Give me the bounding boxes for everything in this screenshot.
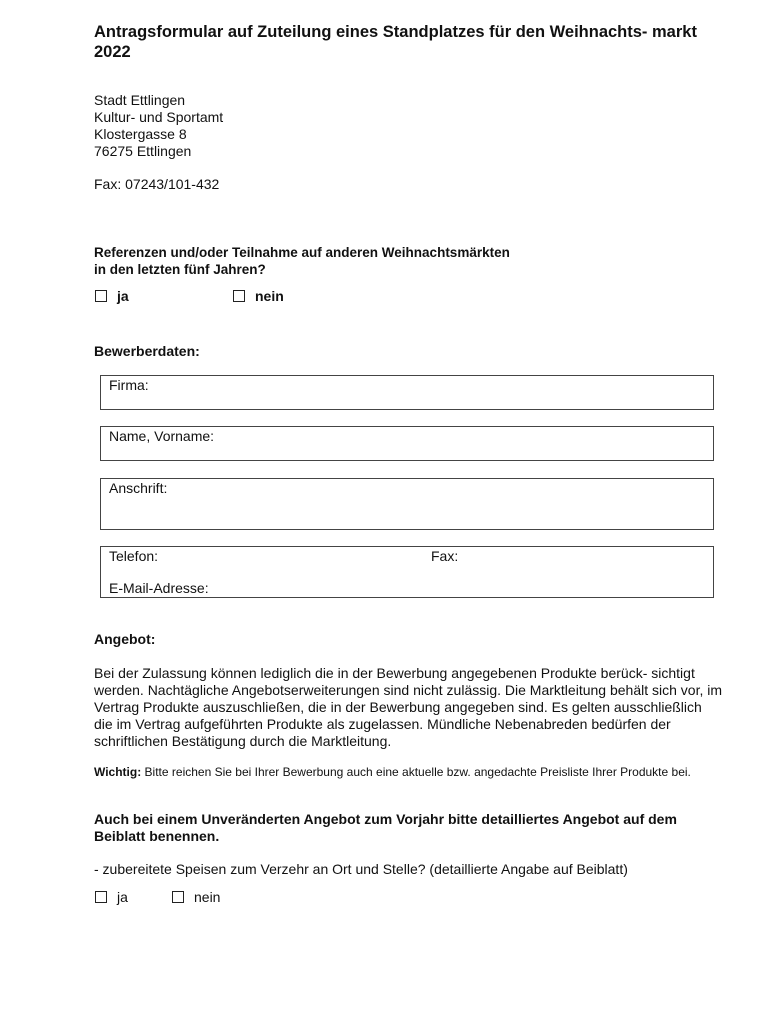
references-yes-option[interactable] — [95, 288, 129, 304]
important-note — [94, 765, 724, 780]
unchanged-offer-note: Auch bei einem Unveränderten Angebot zum Vorjahr bitte detailliertes Angebot auf dem Beiblatt benennen. — [94, 811, 677, 844]
offer-heading: Angebot: — [94, 631, 156, 647]
references-question-line: Referenzen und/oder Teilnahme auf anderen Weihnachtsmärkten — [94, 245, 510, 260]
checkbox-icon[interactable] — [95, 891, 107, 903]
company-field[interactable] — [100, 375, 714, 410]
name-field[interactable] — [100, 426, 714, 461]
address-line: Kultur- und Sportamt — [94, 109, 224, 125]
address-line: 76275 Ettlingen — [94, 143, 192, 159]
references-question — [94, 244, 510, 278]
form-title: Antragsformular auf Zuteilung eines Standplatzes für den Weihnachts- markt 2022 — [94, 23, 697, 61]
phone-label: Telefon: — [109, 548, 159, 564]
important-text: Bitte reichen Sie bei Ihrer Bewerbung auch eine aktuelle bzw. angedachte Preisliste Ihrer Produkte bei. — [141, 765, 691, 779]
references-question-line: in den letzten fünf Jahren? — [94, 262, 266, 277]
contact-field[interactable] — [100, 546, 714, 598]
recipient-address — [94, 92, 223, 160]
address-field[interactable] — [100, 478, 714, 530]
address-label: Anschrift: — [109, 480, 168, 496]
important-label: Wichtig: — [94, 765, 142, 779]
references-yes-label: ja — [117, 288, 129, 304]
applicant-heading: Bewerberdaten: — [94, 343, 200, 359]
food-yes-option[interactable] — [95, 889, 128, 905]
name-label: Name, Vorname: — [109, 428, 215, 444]
address-line: Klostergasse 8 — [94, 126, 187, 142]
checkbox-icon[interactable] — [172, 891, 184, 903]
email-label: E-Mail-Adresse: — [109, 580, 209, 596]
recipient-fax: Fax: 07243/101-432 — [94, 176, 220, 192]
food-yes-label: ja — [117, 889, 128, 905]
company-label: Firma: — [109, 377, 149, 393]
references-no-option[interactable] — [233, 288, 284, 304]
food-no-label: nein — [194, 889, 221, 905]
offer-paragraph: Bei der Zulassung können lediglich die in der Bewerbung angegebenen Produkte berück- sichtigt werden. Nachtägliche Angebotserweiterungen sind nicht zulässig. Die Marktleitung behält sich vor, im Vertrag Produkte auszuschließen, die in der Bewerbung angegeben sind. Es gelten ausschließlich die im Vertrag aufgeführten Produkte als zugelassen. Mündliche Nebenabreden bedürfen der schriftlichen Bestätigung durch die Marktleitung. — [94, 665, 723, 749]
address-line: Stadt Ettlingen — [94, 92, 186, 108]
fax-label: Fax: — [431, 548, 459, 564]
references-no-label: nein — [255, 288, 284, 304]
food-question: - zubereitete Speisen zum Verzehr an Ort und Stelle? (detaillierte Angabe auf Beiblatt) — [94, 861, 628, 877]
checkbox-icon[interactable] — [95, 290, 107, 302]
food-no-option[interactable] — [172, 889, 220, 905]
checkbox-icon[interactable] — [233, 290, 245, 302]
